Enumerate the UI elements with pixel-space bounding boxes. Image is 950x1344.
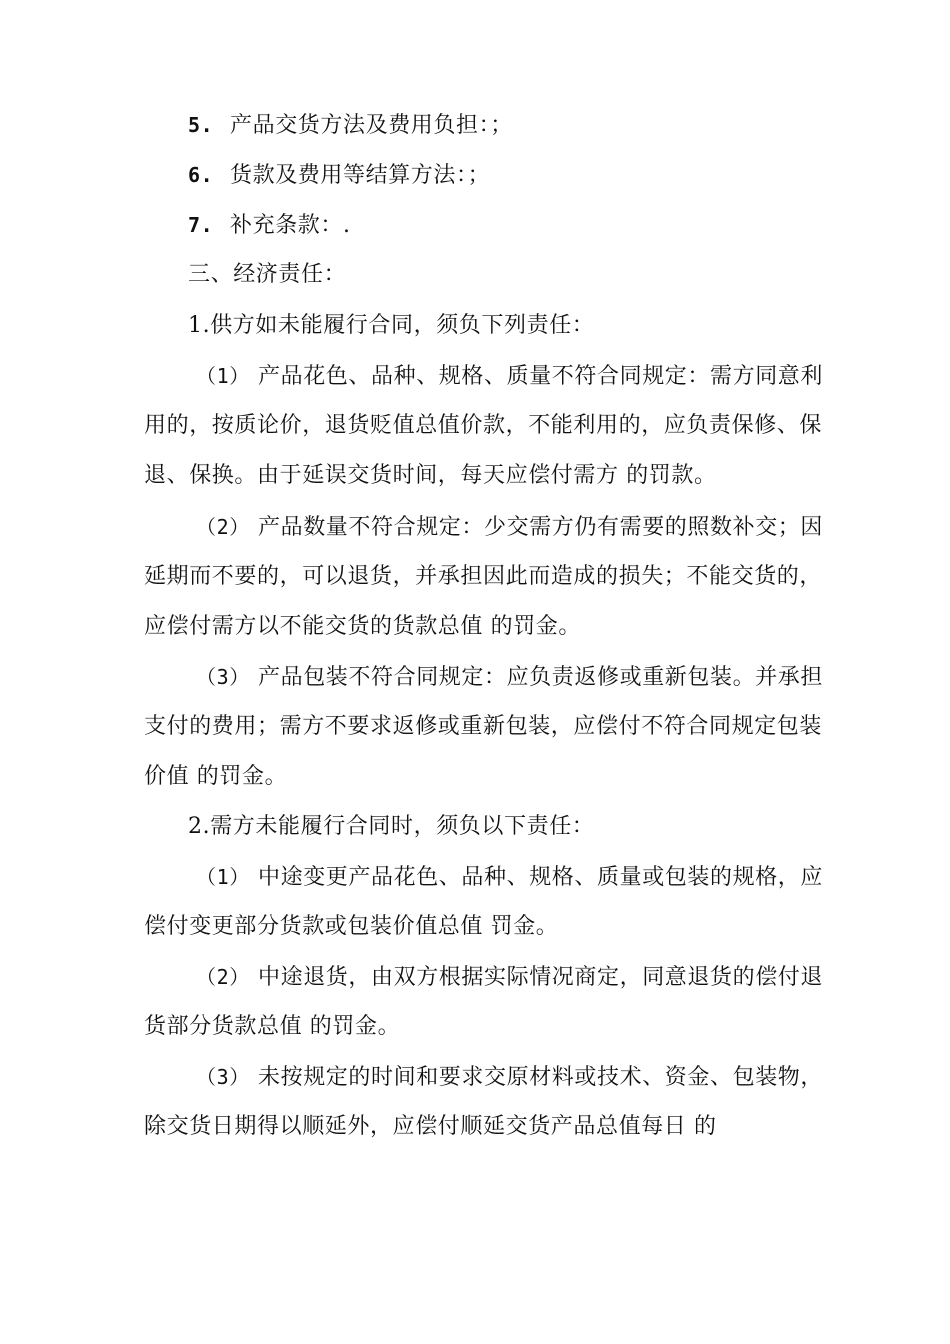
clause-label: （2） <box>196 515 250 539</box>
clause-label: （1） <box>196 865 250 889</box>
clause-line: 支付的费用；需方不要求返修或重新包装，应偿付不符合同规定包装 <box>144 714 823 739</box>
item-number: 5. <box>188 113 214 137</box>
clause-line: 用的，按质论价，退货贬值总值价款，不能利用的，应负责保修、保 <box>144 413 823 438</box>
clause-line: 偿付变更部分货款或包装价值总值 罚金。 <box>144 914 559 939</box>
item-number: 7. <box>188 213 214 237</box>
clause-line: 除交货日期得以顺延外，应偿付顺延交货产品总值每日 的 <box>144 1114 717 1139</box>
clause-label: （1） <box>196 364 250 388</box>
clause-first-line <box>196 862 876 893</box>
clause-text: 产品花色、品种、规格、质量不符合同规定：需方同意利 <box>258 364 824 389</box>
item-5 <box>188 110 868 141</box>
clause-label: （3） <box>196 1065 250 1089</box>
clause-text: 中途退货，由双方根据实际情况商定，同意退货的偿付退 <box>258 965 824 990</box>
clause-text: 产品包装不符合同规定：应负责返修或重新包装。并承担 <box>258 665 824 690</box>
clause-first-line <box>196 1062 876 1093</box>
part1-heading: 1.供方如未能履行合同，须负下列责任： <box>188 313 595 338</box>
clause-first-line <box>196 512 876 543</box>
part2-heading: 2.需方未能履行合同时，须负以下责任： <box>188 814 595 839</box>
clause-first-line <box>196 361 876 392</box>
item-6 <box>188 160 868 191</box>
clause-line: 退、保换。由于延误交货时间，每天应偿付需方 的罚款。 <box>144 463 717 488</box>
clause-first-line <box>196 962 876 993</box>
clause-label: （2） <box>196 965 250 989</box>
clause-line: 货部分货款总值 的罚金。 <box>144 1014 401 1039</box>
clause-first-line <box>196 662 876 693</box>
clause-label: （3） <box>196 665 250 689</box>
item-text: 补充条款：. <box>230 213 351 238</box>
clause-line: 延期而不要的，可以退货，并承担因此而造成的损失；不能交货的， <box>144 564 823 589</box>
clause-line: 价值 的罚金。 <box>144 764 288 789</box>
section-title: 三、经济责任： <box>188 262 347 287</box>
clause-text: 未按规定的时间和要求交原材料或技术、资金、包装物， <box>258 1065 824 1090</box>
clause-line: 应偿付需方以不能交货的货款总值 的罚金。 <box>144 614 581 639</box>
item-text: 产品交货方法及费用负担：； <box>230 113 513 138</box>
clause-text: 产品数量不符合规定：少交需方仍有需要的照数补交；因 <box>258 515 824 540</box>
item-7 <box>188 210 868 241</box>
item-text: 货款及费用等结算方法：； <box>230 163 491 188</box>
clause-text: 中途变更产品花色、品种、规格、质量或包装的规格，应 <box>258 865 824 890</box>
item-number: 6. <box>188 163 214 187</box>
